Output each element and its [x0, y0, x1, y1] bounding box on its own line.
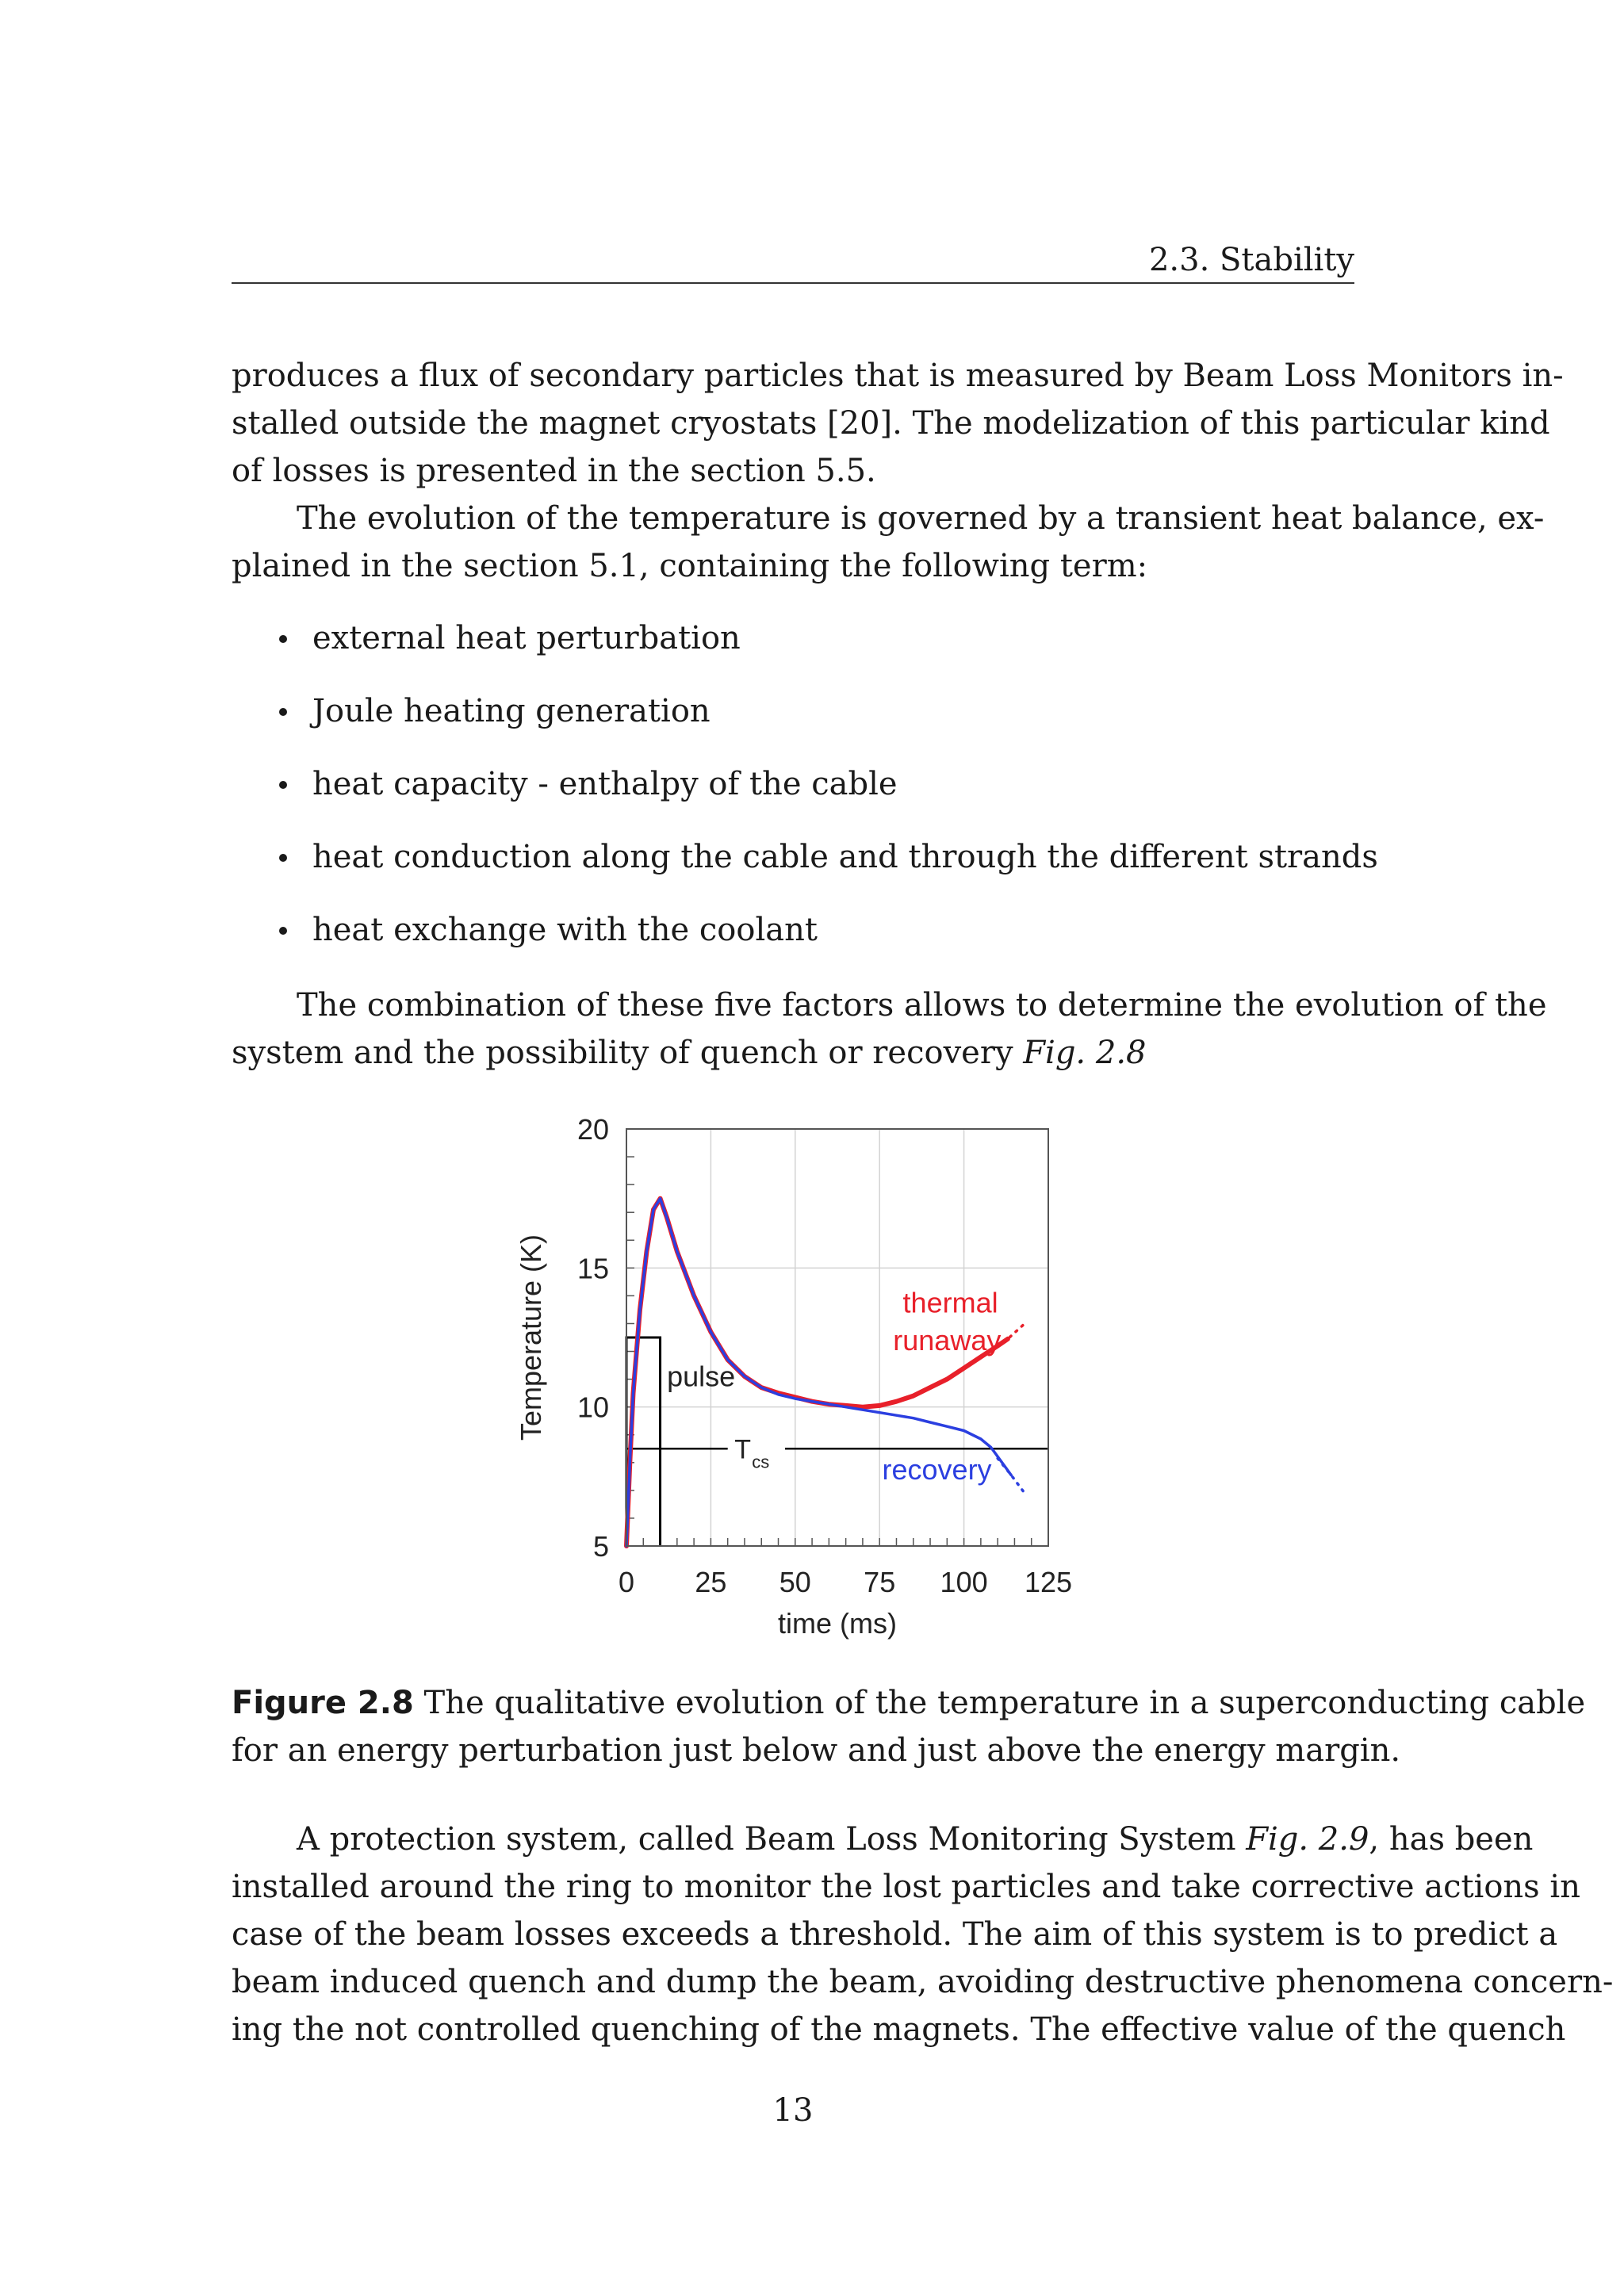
- tcs-subscript: cs: [752, 1452, 770, 1472]
- text-line: The combination of these five factors allows to determine the evolution of the: [297, 987, 1547, 1024]
- figure-reference-link[interactable]: Fig. 2.9: [1246, 1821, 1369, 1858]
- x-tick-label: 100: [940, 1566, 988, 1598]
- tcs-label: T: [734, 1434, 751, 1465]
- x-tick-label: 125: [1024, 1566, 1073, 1598]
- text-line: installed around the ring to monitor the lost particles and take corrective actions in: [232, 1869, 1580, 1905]
- heat-terms-list: [232, 614, 1421, 979]
- page-number: 13: [772, 2092, 814, 2129]
- text-line: produces a flux of secondary particles that is measured by Beam Loss Monitors in-: [232, 358, 1564, 394]
- x-tick-label: 0: [618, 1566, 635, 1598]
- list-item-text: heat exchange with the coolant: [312, 912, 818, 948]
- paragraph-combination: [232, 982, 1547, 1077]
- text-line: The evolution of the temperature is governed by a transient heat balance, ex-: [297, 500, 1545, 537]
- pulse-label: pulse: [667, 1360, 736, 1393]
- list-item: [232, 833, 1421, 906]
- bullet-icon: [279, 854, 287, 862]
- text-line: beam induced quench and dump the beam, avoiding destructive phenomena concern-: [232, 1964, 1614, 2000]
- text-line: stalled outside the magnet cryostats [20]. The modelization of this particular kind: [232, 405, 1550, 442]
- temperature-chart: [508, 1102, 1110, 1657]
- runaway-label: thermal: [902, 1286, 998, 1319]
- x-axis-label: time (ms): [778, 1607, 897, 1640]
- y-tick-label: 5: [592, 1530, 609, 1563]
- list-item: [232, 906, 1421, 979]
- x-tick-label: 50: [779, 1566, 811, 1598]
- text-segment: , has been: [1369, 1821, 1534, 1858]
- figure-reference-link[interactable]: Fig. 2.8: [1023, 1035, 1147, 1071]
- text-line: ing the not controlled quenching of the magnets. The effective value of the quench: [232, 2011, 1566, 2048]
- text-line: [232, 1029, 1392, 1077]
- figure-label: Figure 2.8: [232, 1685, 414, 1721]
- paragraph-heat-balance: [232, 495, 1545, 590]
- list-item: [232, 614, 1421, 687]
- list-item: [232, 687, 1421, 760]
- bullet-icon: [279, 927, 287, 935]
- y-tick-label: 20: [576, 1113, 609, 1146]
- caption-line: [232, 1679, 1586, 1727]
- text-segment: system and the possibility of quench or recovery: [232, 1035, 1024, 1071]
- paragraph-protection: [232, 1816, 1614, 2053]
- list-item: [232, 760, 1421, 833]
- text-line: [232, 1816, 1534, 1863]
- x-tick-label: 25: [695, 1566, 727, 1598]
- text-line: plained in the section 5.1, containing the following term:: [232, 548, 1148, 584]
- header-rule: [232, 282, 1354, 284]
- figure-caption: [232, 1679, 1586, 1774]
- x-tick-label: 75: [864, 1566, 896, 1598]
- list-item-text: heat capacity - enthalpy of the cable: [312, 766, 898, 802]
- text-segment: A protection system, called Beam Loss Monitoring System: [297, 1821, 1247, 1858]
- text-line: of losses is presented in the section 5.5.: [232, 453, 876, 489]
- caption-text: The qualitative evolution of the temperature in a superconducting cable: [413, 1685, 1586, 1721]
- caption-line: for an energy perturbation just below and just above the energy margin.: [232, 1732, 1401, 1769]
- text-line: case of the beam losses exceeds a threshold. The aim of this system is to predict a: [232, 1916, 1558, 1953]
- bullet-icon: [279, 781, 287, 789]
- runaway-label: runaway: [893, 1323, 1002, 1357]
- list-item-text: Joule heating generation: [312, 693, 710, 729]
- y-tick-label: 15: [576, 1252, 609, 1285]
- paragraph-flux: [232, 352, 1564, 495]
- list-item-text: external heat perturbation: [312, 620, 741, 656]
- bullet-icon: [279, 635, 287, 643]
- y-axis-label: Temperature (K): [515, 1234, 547, 1441]
- recovery-label: recovery: [882, 1452, 992, 1486]
- running-head: 2.3. Stability: [1148, 242, 1354, 278]
- bullet-icon: [279, 708, 287, 716]
- list-item-text: heat conduction along the cable and through the different strands: [312, 839, 1378, 875]
- y-tick-label: 10: [576, 1391, 609, 1424]
